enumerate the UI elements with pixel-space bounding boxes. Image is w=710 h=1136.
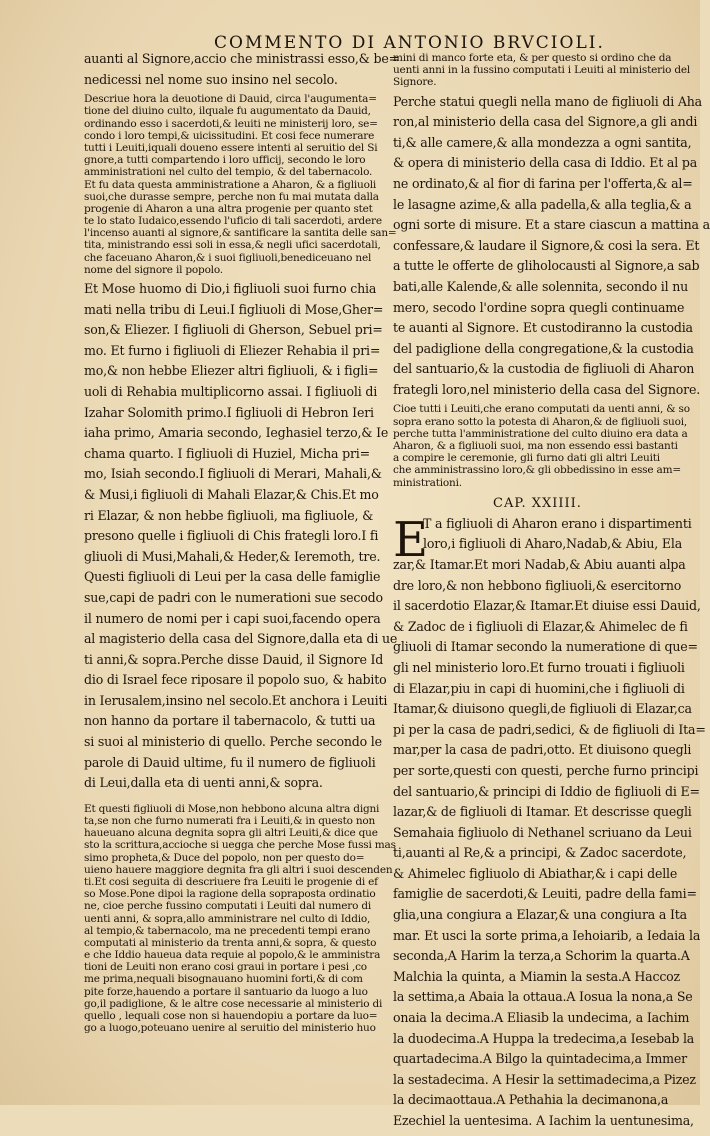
text-line: ordinando esso i sacerdoti,& leuiti ne ministerij loro, se= [84,117,378,130]
left-column [84,51,399,1093]
text-line: Aharon, & a figliuoli suoi, ma non essendo essi bastanti [393,440,678,453]
text-line: uoli di Rehabia multiplicorno assai. I figliuoli di [84,383,378,399]
text-line: go a luogo,poteuano uenire al seruitio del ministerio huo [84,1022,376,1035]
text-line: Izahar Solomith primo.I figliuoli di Hebron Ieri [84,404,374,420]
text-line: gliuoli di Musi,Mahali,& Heder,& Ieremoth, tre. [84,548,381,564]
text-line: go,il padiglione, & le altre cose necessarie al ministerio di [84,997,383,1010]
text-line: ne ordinato,& al fior di farina per l'offerta,& al= [393,175,693,191]
text-line: mini di manco forte eta, & per questo si ordino che da [393,52,672,64]
text-line: la settima,a Abaia la ottaua.A Iosua la nona,a Se [393,989,693,1005]
text-line: ri Elazar, & non hebbe figliuoli, ma figliuole, & [84,507,374,523]
text-line: gliuoli di Itamar secondo la numeratione di que= [393,639,698,655]
text-line: le lasagne azime,& alla padella,& alla teglia,& a [393,196,692,212]
drop-cap: E [393,511,429,568]
text-line: & Zadoc de i figliuoli di Elazar,& Ahimelec de fi [393,618,688,634]
text-line: haueuano alcuna degnita sopra gli altri Leuiti,& dice que [84,827,378,840]
text-line: parole di Dauid ultime, fu il numero de figliuoli [84,754,376,770]
running-header: COMMENTO DI ANTONIO BRVCIOLI. [214,33,605,53]
text-line: zar,& Itamar.Et mori Nadab,& Abiu auanti alpa [393,556,686,572]
text-line: per sorte,questi con questi, perche furno principi [393,762,699,778]
text-line: seconda,A Harim la terza,a Schorim la quarta.A [393,948,690,964]
text-line: auanti al Signore,accio che ministrassi esso,& be= [84,51,399,66]
text-line: bati,alle Kalende,& alle solennita, secondo il nu [393,278,689,294]
text-line: a compire le ceremonie, gli furno dati gli altri Leuiti [393,452,660,465]
text-line: so Mose.Pone dipoi la ragione della sopraposta ordinatio [84,888,376,901]
drop-cap-lines [393,515,692,559]
text-line: Descriue hora la deuotione di Dauid, circa l'augumenta= [84,93,377,106]
text-line: quartadecima.A Bilgo la quintadecima,a Immer [393,1051,687,1067]
text-line: la sestadecima. A Hesir la settimadecima,a Pizez [393,1071,696,1087]
text-line: che faceuano Aharon,& i suoi figliuoli,benediceuano nel [84,251,372,264]
text-line: mo, Isiah secondo.I figliuoli di Merari, Mahali,& [84,466,382,482]
text-line: si suoi al ministerio di quello. Perche secondo le [84,734,382,750]
text-line: & Ahimelec figliuolo di Abiathar,& i capi delle [393,865,678,881]
right-column-commentary [393,52,710,490]
text-line: progenie di Aharon a una altra progenie per quanto stet [84,202,373,215]
text-line: tione del diuino culto, ilquale fu augumentato da Dauid, [84,105,371,118]
text-line: ron,al ministerio della casa del Signore,a gli andi [393,114,698,130]
text-line: tutti i Leuiti,iquali doueno essere intenti al seruitio del Si [84,141,378,154]
text-line: te auanti al Signore. Et custodiranno la custodia [393,320,693,336]
text-line: e che Iddio haueua data requie al popolo,& le amministra [84,949,381,962]
text-line: al tempio,& tabernacolo, ma ne precedenti tempi erano [84,924,371,937]
text-line: sue,capi de padri con le numerationi sue secodo [84,589,383,605]
text-line: Cioe tutti i Leuiti,che erano computati da uenti anni, & so [393,403,690,416]
text-line: sto la scrittura,accioche si uegga che perche Mose fussi mas [84,839,396,852]
text-line: perche tutta l'amministratione del culto diuino era data a [393,427,688,440]
text-line: te lo stato Iudaico,essendo l'uficio di tali sacerdoti, ardere [84,215,382,228]
text-line: onaia la decima.A Eliasib la undecima, a Iachim [393,1010,690,1026]
text-line: ti anni,& sopra.Perche disse Dauid, il Signore Id [84,651,384,667]
text-line: condo i loro tempi,& uicissitudini. Et cosi fece numerare [84,129,375,142]
text-line: il sacerdotio Elazar,& Itamar.Et diuise essi Dauid, [393,598,701,614]
text-line: amministrationi nel culto del tempio, & del tabernacolo. [84,166,373,179]
text-line: Ezechiel la uentesima. A Iachim la uentunesima, [393,1113,694,1128]
text-line: frategli loro,nel ministerio della casa del Signore. [393,381,701,397]
text-line: Signore. [393,76,437,89]
text-line: glia,una congiura a Elazar,& una congiura a Ita [393,907,687,923]
text-line: mar,per la casa de padri,otto. Et diuisono quegli [393,742,692,758]
text-line: di Leui,dalla eta di uenti anni,& sopra. [84,775,323,791]
text-line: mo,& non hebbe Eliezer altri figliuoli, & i figli= [84,363,379,379]
text-line: l'incenso auanti al signore,& santificare la santita delle san= [84,227,397,240]
text-line: ministrationi. [393,476,462,489]
text-line: del santuario,& la custodia de figliuoli di Aharon [393,361,695,377]
text-line: quello , lequali cose non si hauendopiu a portare da luo= [84,1010,378,1023]
text-line: uenti anni in la fussino computati i Leuiti al ministerio del [393,64,691,77]
text-line: loro,i figliuoli di Aharo,Nadab,& Abiu, Ela [423,536,683,552]
text-line: dio di Israel fece riposare il popolo suo, & habito [84,672,387,688]
text-line: Et fu data questa amministratione a Aharon, & a figliuoli [84,178,377,191]
right-column-text [393,556,706,1136]
text-line: simo propheta,& Duce del popolo, non per questo do= [84,851,365,864]
text-line: pi per la casa de padri,sedici, & de figliuoli di Ita= [393,721,706,737]
text-line: ti.Et cosi seguita di descriuere fra Leuiti le progenie di ef [84,875,378,888]
text-line: del padiglione della congregatione,& la custodia [393,340,694,356]
text-line: in Ierusalem,insino nel secolo.Et anchora i Leuiti [84,692,388,708]
text-line: son,& Eliezer. I figliuoli di Gherson, Sebuel pri= [84,322,383,338]
text-line: ti,& alle camere,& alla mondezza a ogni santita, [393,134,692,150]
text-line: nome del signore il popolo. [84,263,223,276]
text-line: mati nella tribu di Leui.I figliuoli di Mose,Gher= [84,301,384,317]
text-line: del santuario,& principi di Iddio de figliuoli di E= [393,783,700,799]
text-line: chama quarto. I figliuoli di Huziel, Micha pri= [84,445,370,461]
text-line: sopra erano sotto la potesta di Aharon,& de figliuoli suoi, [393,415,688,428]
text-line: pite forze,hauendo a portare il santuario da luogo a luo [84,985,368,998]
text-line: Semahaia figliuolo di Nethanel scriuano da Leui [393,824,692,840]
text-line: la duodecima.A Huppa la tredecima,a Iesebab la [393,1030,695,1046]
text-line: & Musi,i figliuoli di Mahali Elazar,& Chis.Et mo [84,486,379,502]
text-line: che amministrassino loro,& gli obbedissino in esse am= [393,464,681,477]
text-line: nedicessi nel nome suo insino nel secolo. [84,71,338,87]
text-line: presono quelle i figliuoli di Chis frategli loro.I fi [84,528,379,544]
text-line: a tutte le offerte de gliholocausti al Signore,a sab [393,258,700,274]
text-line: mo. Et furno i figliuoli di Eliezer Rehabia il pri= [84,342,381,358]
text-line: famiglie de sacerdoti,& Leuiti, padre della fami= [393,886,697,902]
text-line: Perche statui quegli nella mano de figliuoli di Aha [393,93,702,109]
text-line: ta,se non che furno numerati fra i Leuiti,& in questo non [84,815,376,828]
text-line: dre loro,& non hebbono figliuoli,& esercitorno [393,577,682,593]
text-line: lazar,& de figliuoli di Itamar. Et descrisse quegli [393,804,692,820]
text-line: Questi figliuoli di Leui per la casa delle famiglie [84,569,381,585]
text-line: Et questi figliuoli di Mose,non hebbono alcuna altra digni [84,802,380,815]
text-line: ti,auanti al Re,& a principi, & Zadoc sacerdote, [393,845,687,861]
text-line: tioni de Leuiti non erano cosi graui in portare i pesi ,co [84,961,367,974]
text-line: Malchia la quinta, a Miamin la sesta.A Haccoz [393,968,680,984]
text-line: al magisterio della casa del Signore,dalla eta di ue [84,631,398,647]
right-column [393,52,710,1128]
text-line: uenti anni, & sopra,allo amministrare nel culto di Iddio, [84,912,371,925]
text-line: gnore,a tutti compartendo i loro ufficij, secondo le loro [84,154,366,167]
text-line: mero, secodo l'ordine sopra quegli continuame [393,299,685,315]
text-line: ogni sorte di misure. Et a stare ciascun a mattina a [393,217,710,233]
text-line: non hanno da portare il tabernacolo, & tutti ua [84,713,376,729]
text-line: T a figliuoli di Aharon erano i dispartimenti [423,515,692,531]
text-line: gli nel ministerio loro.Et furno trouati i figliuoli [393,659,685,675]
text-line: mar. Et usci la sorte prima,a Iehoiarib, a Iedaia la [393,927,701,943]
text-line: computati al ministerio da trenta anni,& sopra, & questo [84,936,377,949]
text-line: & opera di ministerio della casa di Iddio. Et al pa [393,155,698,171]
text-line: Itamar,& diuisono quegli,de figliuoli di Elazar,ca [393,701,692,717]
text-line: suoi,che durasse sempre, perche non fu mai mutata dalla [84,190,379,203]
text-line: di Elazar,piu in capi di huomini,che i figliuoli di [393,680,685,696]
chapter-heading: CAP. XXIIII. [493,495,582,511]
text-line: tita, ministrando essi soli in essa,& negli ufici sacerdotali, [84,239,381,252]
text-line: confessare,& laudare il Signore,& cosi la sera. Et [393,237,700,253]
text-line: il numero de nomi per i capi suoi,facendo opera [84,610,381,626]
text-line: ne, cioe perche fussino computati i Leuiti dal numero di [84,900,372,913]
text-line: iaha primo, Amaria secondo, Ieghasiel terzo,& Ie [84,425,389,441]
text-line: me prima,nequali bisognauano huomini forti,& di com [84,973,363,986]
text-line: Et Mose huomo di Dio,i figliuoli suoi furno chia [84,281,377,296]
text-line: la decimaottaua.A Pethahia la decimanona,a [393,1092,669,1108]
text-line: uieno hauere maggiore degnita fra gli altri i suoi descenden [84,863,393,876]
